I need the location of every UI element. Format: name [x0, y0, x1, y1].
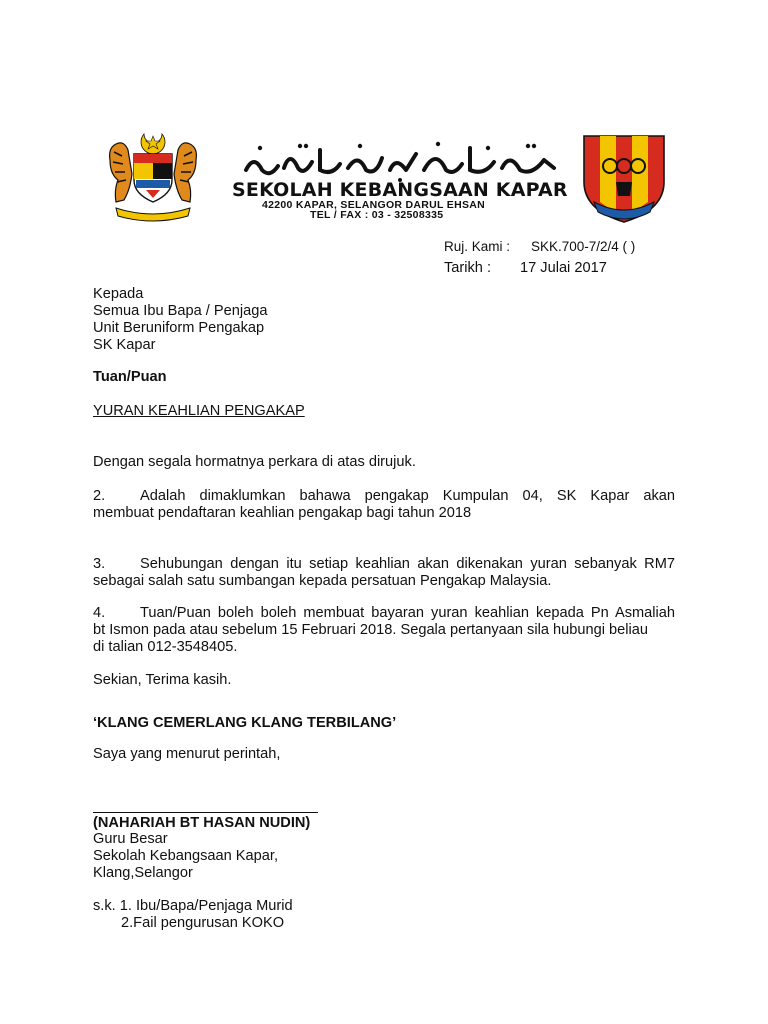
paragraph-2-line: Adalah dimaklumkan bahawa pengakap Kumpulan 04, SK Kapar akan	[140, 488, 675, 504]
paragraph-4-line: di talian 012-3548405.	[93, 639, 238, 655]
school-name: SEKOLAH KEBANGSAAN KAPAR	[232, 179, 568, 201]
date-value: 17 Julai 2017	[520, 260, 607, 276]
paragraph-number: 2.	[93, 488, 106, 504]
recipient-line: SK Kapar	[93, 337, 156, 353]
sign-off: Saya yang menurut perintah,	[93, 746, 281, 762]
school-tel-fax: TEL / FAX : 03 - 32508335	[310, 209, 444, 221]
signatory-title: Guru Besar	[93, 831, 168, 847]
selangor-state-crest-icon	[106, 130, 200, 222]
cc-line: s.k. 1. Ibu/Bapa/Penjaga Murid	[93, 898, 293, 914]
reference-label: Ruj. Kami :	[444, 239, 511, 254]
intro-paragraph: Dengan segala hormatnya perkara di atas dirujuk.	[93, 454, 416, 470]
jawi-script-school-name	[240, 140, 562, 182]
recipient-line: Unit Beruniform Pengakap	[93, 320, 265, 336]
paragraph-number: 4.	[93, 605, 106, 621]
paragraph-4-line: bt Ismon pada atau sebelum 15 Februari 2018. Segala pertanyaan sila hubungi beliau	[93, 622, 648, 638]
salutation: Tuan/Puan	[93, 369, 167, 385]
paragraph-4-line: Tuan/Puan boleh boleh membuat bayaran yuran keahlian kepada Pn Asmaliah	[140, 605, 675, 621]
motto: ‘KLANG CEMERLANG KLANG TERBILANG’	[93, 715, 397, 731]
signatory-location: Klang,Selangor	[93, 865, 193, 881]
paragraph-3-line: Sehubungan dengan itu setiap keahlian akan dikenakan yuran sebanyak RM7	[140, 556, 675, 572]
date-label: Tarikh :	[444, 260, 492, 276]
signatory-name: (NAHARIAH BT HASAN NUDIN)	[93, 815, 311, 831]
paragraph-3-line: sebagai salah satu sumbangan kepada persatuan Pengakap Malaysia.	[93, 573, 552, 589]
closing-text: Sekian, Terima kasih.	[93, 672, 232, 688]
recipient-line: Semua Ibu Bapa / Penjaga	[93, 303, 268, 319]
reference-value: SKK.700-7/2/4 ( )	[531, 239, 636, 254]
cc-line: 2.Fail pengurusan KOKO	[121, 915, 285, 931]
paragraph-number: 3.	[93, 556, 106, 572]
paragraph-2-line: membuat pendaftaran keahlian pengakap bagi tahun 2018	[93, 505, 472, 521]
subject-heading: YURAN KEAHLIAN PENGAKAP	[93, 403, 305, 419]
signatory-organization: Sekolah Kebangsaan Kapar,	[93, 848, 279, 864]
school-address: 42200 KAPAR, SELANGOR DARUL EHSAN	[262, 199, 486, 211]
recipient-line: Kepada	[93, 286, 144, 302]
signature-line	[93, 812, 318, 813]
school-shield-crest-icon	[580, 132, 668, 224]
